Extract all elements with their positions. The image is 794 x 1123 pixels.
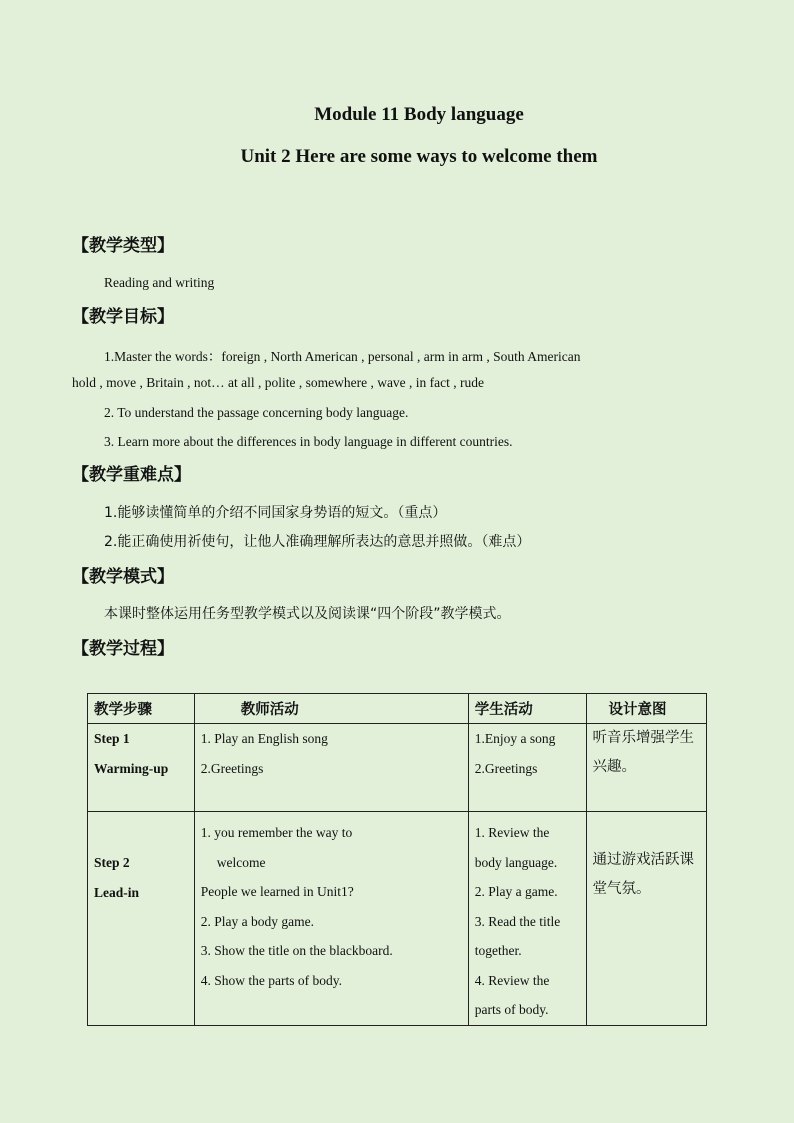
purpose-line: 兴趣。 [592,759,637,775]
teacher-activity-cell [194,724,468,812]
key-point-1: 1.能够读懂简单的介绍不同国家身势语的短文。（重点） [104,505,447,521]
teacher-activity-line: 1. Play an English song [200,731,328,746]
header-student-activity: 学生活动 [468,694,586,724]
teacher-activity-cell [194,812,468,1026]
key-points-heading: 【教学重难点】 [72,465,191,485]
lesson-plan-table [87,693,707,1026]
teaching-mode-heading: 【教学模式】 [72,567,174,587]
purpose-line: 听音乐增强学生 [592,730,695,746]
teacher-activity-line: People we learned in Unit1? [200,884,354,899]
student-activity-line: 2. Play a game. [474,884,558,899]
design-purpose-cell [586,812,706,1026]
header-step: 教学步骤 [88,694,195,724]
document-subtitle: Unit 2 Here are some ways to welcome them [240,146,598,167]
document-title: Module 11 Body language [314,104,524,125]
header-design-purpose: 设计意图 [586,694,706,724]
purpose-line: 堂气氛。 [592,881,651,897]
student-activity-line: 1. Review the [474,825,550,840]
step-cell [88,812,195,1026]
student-activity-line: 2.Greetings [474,760,538,776]
teacher-activity-line: 2.Greetings [200,760,264,776]
teaching-mode-text: 本课时整体运用任务型教学模式以及阅读课“四个阶段”教学模式。 [104,606,511,622]
teacher-activity-line: 2. Play a body game. [200,913,314,929]
student-activity-line: body language. [474,854,558,870]
teacher-activity-line: 1. you remember the way to [200,825,353,840]
key-point-2: 2.能正确使用祈使句，让他人准确理解所表达的意思并照做。（难点） [104,534,531,550]
table-row [88,812,707,1026]
goal-1-line-b: hold , move , Britain , not… at all , polite , somewhere , wave , in fact , rude [72,375,485,390]
student-activity-cell [468,812,586,1026]
goal-1-line-a: 1.Master the words：foreign , North American , personal , arm in arm , South American [104,349,581,364]
teaching-goals-heading: 【教学目标】 [72,307,174,327]
step-name: Lead-in [94,884,140,900]
student-activity-line: 3. Read the title [474,913,561,929]
student-activity-line: 4. Review the [474,972,550,988]
goal-2: 2. To understand the passage concerning body language. [104,405,409,420]
header-teacher-activity: 教师活动 [194,694,468,724]
student-activity-line: together. [474,943,522,958]
student-activity-line: parts of body. [474,1002,549,1017]
purpose-line: 通过游戏活跃课 [592,852,695,868]
step-number: Step 2 [94,855,130,870]
design-purpose-cell [586,724,706,812]
goal-3: 3. Learn more about the differences in body language in different countries. [104,434,513,449]
table-row [88,724,707,812]
step-number: Step 1 [94,731,130,746]
student-activity-cell [468,724,586,812]
table-header-row [88,694,707,724]
teacher-activity-line: 3. Show the title on the blackboard. [200,943,393,958]
teacher-activity-line: welcome [216,854,266,870]
teaching-type-heading: 【教学类型】 [72,236,174,256]
teaching-type-text: Reading and writing [104,275,215,290]
step-cell [88,724,195,812]
student-activity-line: 1.Enjoy a song [474,731,556,746]
teaching-process-heading: 【教学过程】 [72,639,174,659]
teacher-activity-line: 4. Show the parts of body. [200,972,343,988]
step-name: Warming-up [94,760,169,776]
